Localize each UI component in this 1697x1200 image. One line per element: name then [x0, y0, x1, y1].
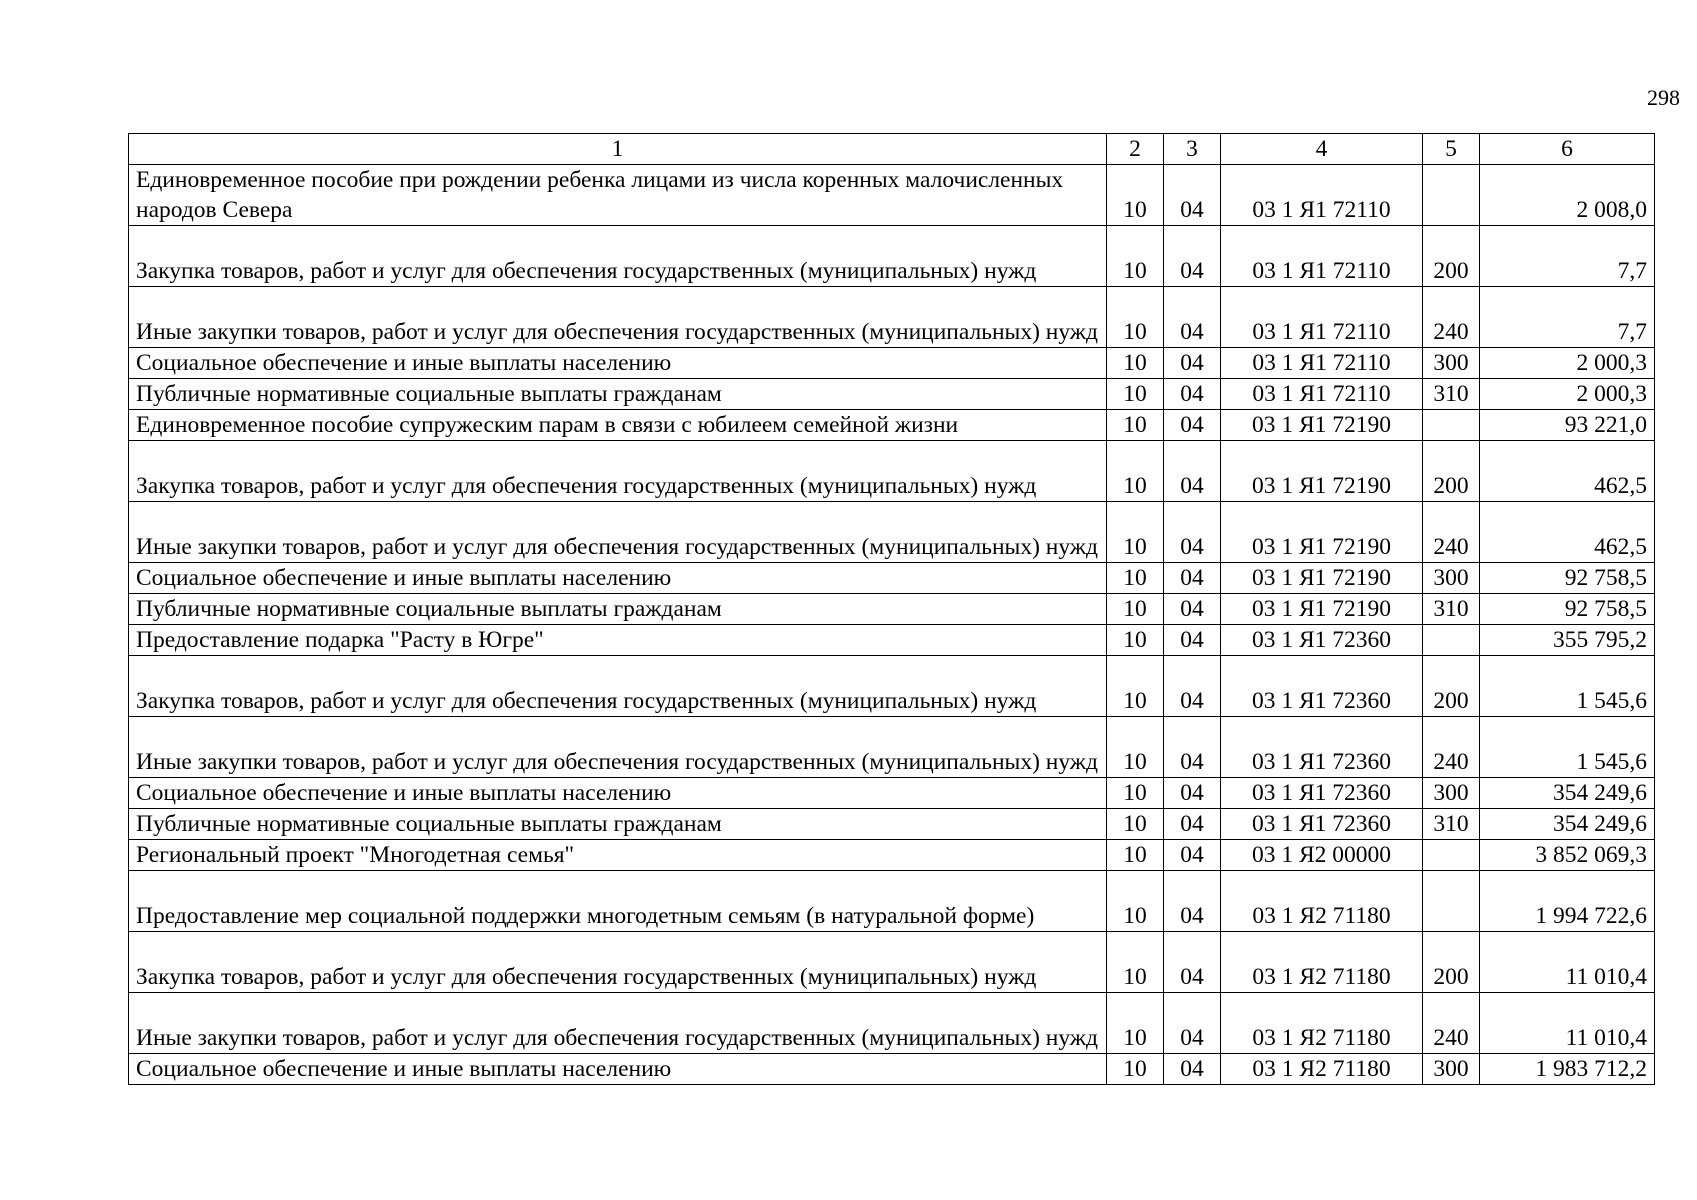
- row-target-article-cell: 03 1 Я1 72360: [1221, 778, 1423, 809]
- column-header-1: 1: [129, 134, 1107, 165]
- row-expense-type-cell: 300: [1423, 1054, 1480, 1085]
- table-row: [129, 410, 1655, 441]
- table-row: [129, 871, 1655, 932]
- row-name-cell: Закупка товаров, работ и услуг для обеспечения государственных (муниципальных) нужд: [129, 932, 1107, 993]
- row-amount-cell: 354 249,6: [1480, 809, 1655, 840]
- table-row: [129, 165, 1655, 226]
- row-subsection-cell: 04: [1164, 287, 1221, 348]
- row-name-cell: Закупка товаров, работ и услуг для обеспечения государственных (муниципальных) нужд: [129, 441, 1107, 502]
- row-amount-cell: 462,5: [1480, 441, 1655, 502]
- row-section-cell: 10: [1107, 717, 1164, 778]
- row-target-article-cell: 03 1 Я1 72360: [1221, 625, 1423, 656]
- row-target-article-cell: 03 1 Я1 72110: [1221, 226, 1423, 287]
- table-row: [129, 840, 1655, 871]
- row-target-article-cell: 03 1 Я1 72190: [1221, 410, 1423, 441]
- row-section-cell: 10: [1107, 871, 1164, 932]
- row-amount-cell: 92 758,5: [1480, 563, 1655, 594]
- row-amount-cell: 2 008,0: [1480, 165, 1655, 226]
- row-section-cell: 10: [1107, 656, 1164, 717]
- row-target-article-cell: 03 1 Я2 71180: [1221, 1054, 1423, 1085]
- column-header-3: 3: [1164, 134, 1221, 165]
- row-subsection-cell: 04: [1164, 379, 1221, 410]
- row-target-article-cell: 03 1 Я2 71180: [1221, 932, 1423, 993]
- row-subsection-cell: 04: [1164, 563, 1221, 594]
- row-name-cell: Публичные нормативные социальные выплаты гражданам: [129, 379, 1107, 410]
- table-row: [129, 441, 1655, 502]
- row-subsection-cell: 04: [1164, 441, 1221, 502]
- row-name-cell: Социальное обеспечение и иные выплаты населению: [129, 778, 1107, 809]
- row-subsection-cell: 04: [1164, 656, 1221, 717]
- row-subsection-cell: 04: [1164, 932, 1221, 993]
- table-row: [129, 226, 1655, 287]
- row-target-article-cell: 03 1 Я1 72110: [1221, 165, 1423, 226]
- row-name-cell: Социальное обеспечение и иные выплаты населению: [129, 348, 1107, 379]
- table-row: [129, 348, 1655, 379]
- row-name-cell: Иные закупки товаров, работ и услуг для обеспечения государственных (муниципальных) нужд: [129, 717, 1107, 778]
- row-expense-type-cell: 200: [1423, 656, 1480, 717]
- row-subsection-cell: 04: [1164, 502, 1221, 563]
- table-row: [129, 502, 1655, 563]
- row-name-cell: Иные закупки товаров, работ и услуг для обеспечения государственных (муниципальных) нужд: [129, 993, 1107, 1054]
- row-section-cell: 10: [1107, 410, 1164, 441]
- row-amount-cell: 93 221,0: [1480, 410, 1655, 441]
- row-name-cell: Публичные нормативные социальные выплаты гражданам: [129, 809, 1107, 840]
- row-name-cell: Единовременное пособие супружеским парам в связи с юбилеем семейной жизни: [129, 410, 1107, 441]
- row-section-cell: 10: [1107, 348, 1164, 379]
- row-name-cell: Иные закупки товаров, работ и услуг для обеспечения государственных (муниципальных) нужд: [129, 287, 1107, 348]
- row-section-cell: 10: [1107, 625, 1164, 656]
- row-expense-type-cell: 200: [1423, 226, 1480, 287]
- row-amount-cell: 1 545,6: [1480, 656, 1655, 717]
- row-amount-cell: 462,5: [1480, 502, 1655, 563]
- row-name-cell: Социальное обеспечение и иные выплаты населению: [129, 563, 1107, 594]
- row-expense-type-cell: 300: [1423, 563, 1480, 594]
- row-expense-type-cell: [1423, 410, 1480, 441]
- row-target-article-cell: 03 1 Я2 71180: [1221, 871, 1423, 932]
- row-section-cell: 10: [1107, 809, 1164, 840]
- row-target-article-cell: 03 1 Я2 00000: [1221, 840, 1423, 871]
- row-expense-type-cell: 240: [1423, 502, 1480, 563]
- row-expense-type-cell: 310: [1423, 809, 1480, 840]
- row-section-cell: 10: [1107, 502, 1164, 563]
- table-row: [129, 1054, 1655, 1085]
- row-subsection-cell: 04: [1164, 871, 1221, 932]
- table-row: [129, 379, 1655, 410]
- row-target-article-cell: 03 1 Я1 72360: [1221, 809, 1423, 840]
- row-subsection-cell: 04: [1164, 625, 1221, 656]
- row-subsection-cell: 04: [1164, 226, 1221, 287]
- table-body: [129, 134, 1655, 1085]
- row-amount-cell: 1 983 712,2: [1480, 1054, 1655, 1085]
- row-amount-cell: 2 000,3: [1480, 348, 1655, 379]
- row-amount-cell: 11 010,4: [1480, 932, 1655, 993]
- row-name-cell: Предоставление подарка "Расту в Югре": [129, 625, 1107, 656]
- row-amount-cell: 7,7: [1480, 226, 1655, 287]
- row-target-article-cell: 03 1 Я2 71180: [1221, 993, 1423, 1054]
- row-subsection-cell: 04: [1164, 1054, 1221, 1085]
- row-amount-cell: 1 545,6: [1480, 717, 1655, 778]
- row-section-cell: 10: [1107, 287, 1164, 348]
- row-amount-cell: 2 000,3: [1480, 379, 1655, 410]
- row-section-cell: 10: [1107, 993, 1164, 1054]
- row-target-article-cell: 03 1 Я1 72110: [1221, 287, 1423, 348]
- table-row: [129, 932, 1655, 993]
- table-row: [129, 287, 1655, 348]
- column-header-5: 5: [1423, 134, 1480, 165]
- row-subsection-cell: 04: [1164, 594, 1221, 625]
- row-target-article-cell: 03 1 Я1 72110: [1221, 379, 1423, 410]
- row-expense-type-cell: 200: [1423, 932, 1480, 993]
- row-name-cell: Публичные нормативные социальные выплаты гражданам: [129, 594, 1107, 625]
- table-row: [129, 717, 1655, 778]
- row-subsection-cell: 04: [1164, 165, 1221, 226]
- table-row: [129, 656, 1655, 717]
- row-expense-type-cell: [1423, 165, 1480, 226]
- row-expense-type-cell: 200: [1423, 441, 1480, 502]
- row-target-article-cell: 03 1 Я1 72190: [1221, 594, 1423, 625]
- column-header-2: 2: [1107, 134, 1164, 165]
- budget-table: [128, 133, 1655, 1085]
- row-expense-type-cell: 300: [1423, 778, 1480, 809]
- row-amount-cell: 3 852 069,3: [1480, 840, 1655, 871]
- table-header-row: [129, 134, 1655, 165]
- row-expense-type-cell: 240: [1423, 717, 1480, 778]
- row-target-article-cell: 03 1 Я1 72110: [1221, 348, 1423, 379]
- row-name-cell: Закупка товаров, работ и услуг для обеспечения государственных (муниципальных) нужд: [129, 656, 1107, 717]
- row-subsection-cell: 04: [1164, 809, 1221, 840]
- table-row: [129, 563, 1655, 594]
- row-expense-type-cell: [1423, 840, 1480, 871]
- row-section-cell: 10: [1107, 226, 1164, 287]
- row-name-cell: Предоставление мер социальной поддержки многодетным семьям (в натуральной форме): [129, 871, 1107, 932]
- row-amount-cell: 1 994 722,6: [1480, 871, 1655, 932]
- row-target-article-cell: 03 1 Я1 72190: [1221, 502, 1423, 563]
- row-amount-cell: 7,7: [1480, 287, 1655, 348]
- row-expense-type-cell: 310: [1423, 379, 1480, 410]
- row-section-cell: 10: [1107, 840, 1164, 871]
- row-expense-type-cell: 310: [1423, 594, 1480, 625]
- page-number: 298: [1647, 85, 1680, 110]
- row-name-cell: Иные закупки товаров, работ и услуг для обеспечения государственных (муниципальных) нужд: [129, 502, 1107, 563]
- row-subsection-cell: 04: [1164, 717, 1221, 778]
- row-amount-cell: 355 795,2: [1480, 625, 1655, 656]
- row-section-cell: 10: [1107, 1054, 1164, 1085]
- row-section-cell: 10: [1107, 563, 1164, 594]
- table-row: [129, 625, 1655, 656]
- row-name-cell: Региональный проект "Многодетная семья": [129, 840, 1107, 871]
- row-section-cell: 10: [1107, 778, 1164, 809]
- row-name-cell: Закупка товаров, работ и услуг для обеспечения государственных (муниципальных) нужд: [129, 226, 1107, 287]
- row-section-cell: 10: [1107, 932, 1164, 993]
- table-row: [129, 778, 1655, 809]
- column-header-6: 6: [1480, 134, 1655, 165]
- table-row: [129, 809, 1655, 840]
- row-target-article-cell: 03 1 Я1 72190: [1221, 563, 1423, 594]
- row-target-article-cell: 03 1 Я1 72360: [1221, 717, 1423, 778]
- row-section-cell: 10: [1107, 165, 1164, 226]
- column-header-4: 4: [1221, 134, 1423, 165]
- row-expense-type-cell: 300: [1423, 348, 1480, 379]
- row-expense-type-cell: [1423, 871, 1480, 932]
- row-subsection-cell: 04: [1164, 410, 1221, 441]
- row-target-article-cell: 03 1 Я1 72360: [1221, 656, 1423, 717]
- row-subsection-cell: 04: [1164, 778, 1221, 809]
- row-amount-cell: 354 249,6: [1480, 778, 1655, 809]
- row-expense-type-cell: 240: [1423, 993, 1480, 1054]
- table-row: [129, 993, 1655, 1054]
- row-name-cell: Единовременное пособие при рождении ребенка лицами из числа коренных малочисленных народов Севера: [129, 165, 1107, 226]
- row-expense-type-cell: 240: [1423, 287, 1480, 348]
- row-target-article-cell: 03 1 Я1 72190: [1221, 441, 1423, 502]
- row-subsection-cell: 04: [1164, 993, 1221, 1054]
- row-amount-cell: 92 758,5: [1480, 594, 1655, 625]
- row-subsection-cell: 04: [1164, 348, 1221, 379]
- row-section-cell: 10: [1107, 379, 1164, 410]
- row-section-cell: 10: [1107, 441, 1164, 502]
- row-subsection-cell: 04: [1164, 840, 1221, 871]
- table-row: [129, 594, 1655, 625]
- row-section-cell: 10: [1107, 594, 1164, 625]
- row-expense-type-cell: [1423, 625, 1480, 656]
- row-amount-cell: 11 010,4: [1480, 993, 1655, 1054]
- row-name-cell: Социальное обеспечение и иные выплаты населению: [129, 1054, 1107, 1085]
